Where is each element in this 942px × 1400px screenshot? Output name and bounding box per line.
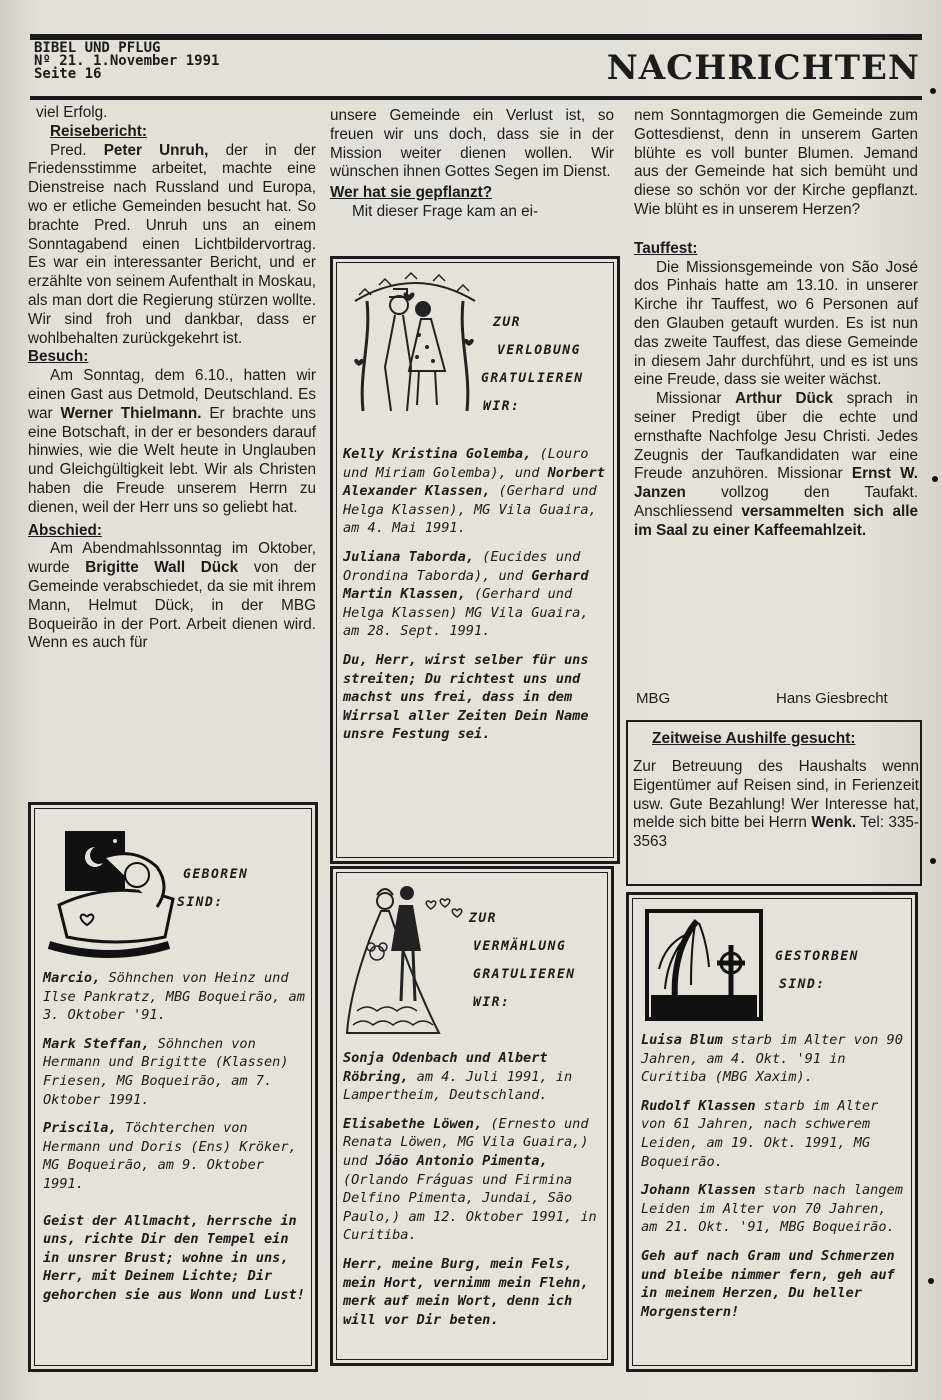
vermaehlung-couple-2: Elisabethe Löwen, (Ernesto und Renata Löwen, MG Vila Guaira,) und Jóão Antonio Pimenta, (Orlando Fráguas und Firmina Delfino Pimenta, Jundai, São Paulo,) am 12. Oktober 1991, in Curitiba. [343,1115,597,1244]
gestorben-box [626,892,918,1372]
gestorben-verse: Geh auf nach Gram und Schmerzen und bleibe nimmer fern, geh auf in meinem Herzen, Du heller Morgenstern! [641,1247,895,1320]
binder-hole [930,858,936,864]
verlobung-text [343,445,607,754]
geboren-text [43,969,307,1315]
abschied-paragraph: Am Abendmahlssonntag im Oktober, wurde Brigitte Wall Dück von der Gemeinde verabschiedet, da sie mit ihrem Mann, Helmut Dück, in der MBG Boqueirão in der Port. Arbeit dienen wird. Wenn es auch für [28,540,317,652]
missionar-paragraph: Missionar Arthur Dück sprach in seiner Predigt über die echte und ernsthafte Nachfolge Jesu Christi. Jedes Zeugnis der Taufkandidaten war eine Freude anzuhören. Missionar Ernst W. Janzen vollzog den Taufakt. Anschliessend versammelten sich alle im Saal zu einer Kaffeemahlzeit. [634,390,919,539]
col3-continuation: nem Sonntagmorgen die Gemeinde zum Gottesdienst, denn in unserem Garten blühte es voll bunter Blumen. Jemand aus der Gemeinde hat sich bemüht und diese so schön vor der Kirche gepflanzt. Wie blüht es in unserem Herzen? [634,107,918,218]
geboren-entry-2: Mark Steffan, Söhnchen von Hermann und Brigitte (Klassen) Friesen, MG Boqueirão, am 7. Oktober 1991. [43,1035,289,1108]
frage-text: Mit dieser Frage kam an ei- [352,202,539,220]
vermaehlung-header: ZUR VERMÄHLUNG GRATULIEREN WIR: [469,911,576,1010]
gestorben-header: GESTORBEN SIND: [775,949,859,992]
binder-hole [928,1278,934,1284]
geboren-entry-3: Priscila, Töchterchen von Hermann und Doris (Ens) Kröker, MG Boqueirão, am 9. Oktober 1991. [43,1120,297,1192]
col2-continuation: unsere Gemeinde ein Verlust ist, so freuen wir uns doch, dass sie in der Mission weiter dienen wollen. Wir wünschen ihnen Gottes Segen im Dienst. [330,107,614,181]
gestorben-text [641,1031,909,1331]
vermaehlung-couple-1: Sonja Odenbach und Albert Röbring, am 4. Juli 1991, in Lampertheim, Deutschland. [343,1050,573,1104]
gestorben-entry-3: Johann Klassen starb nach langem Leiden im Alter von 70 Jahren, am 21. Okt. '91, MBG Boqueirão. [641,1182,903,1236]
vermaehlung-box [330,866,614,1366]
frage-heading: Wer hat sie gepflanzt? [330,184,493,202]
issue-date: Nº 21. 1.November 1991 [34,53,220,69]
publication-name: BIBEL UND PFLUG [34,40,161,56]
gestorben-entry-1: Luisa Blum starb im Alter von 90 Jahren, am 4. Okt. '91 in Curitiba (MBG Xaxim). [641,1032,903,1086]
verlobung-couple-2: Juliana Taborda, (Eucides und Orondina Taborda), und Gerhard Martin Klassen, (Gerhard und Helga Klassen) MG Vila Guaira, am 28. Sept. 1991. [343,548,589,640]
vermaehlung-text [343,1049,605,1339]
column-2 [330,107,614,222]
masthead [34,42,219,81]
ad-box [626,720,922,886]
tauf-paragraph: Die Missionsgemeinde von São José dos Pinhais hatte am 13.10. in unserer Kirche ihr Tauffest, wo 6 Personen auf den Glauben getauft wurden. Es ist nun das zweite Tauffest, das diese Gemeinde in diesem Jahr durchführt, und es ist uns eine Freude, dass sie weiter wächst. [634,258,918,389]
geboren-header: GEBOREN SIND: [177,867,249,910]
reise-heading: Reisebericht: [50,122,147,140]
verlobung-header: ZUR VERLOBUNG GRATULIEREN WIR: [481,315,584,414]
intro-end: viel Erfolg. [36,104,108,121]
geboren-entry-1: Marcio, Söhnchen von Heinz und Ilse Pankratz, MBG Boqueirão, am 3. Oktober '91. [43,970,305,1024]
column-3 [634,107,918,541]
header-rule [30,96,922,100]
abschied-heading: Abschied: [28,521,102,539]
engaged-couple-illustration [349,271,481,419]
signature-author: Hans Giesbrecht [776,690,888,707]
top-rule [30,34,922,40]
signature-mbg: MBG [636,690,671,707]
ad-text: Zur Betreuung des Haushalts wenn Eigentümer auf Reisen sind, in Ferienzeit usw. Gute Bezahlung! Wer Interesse hat, melde sich bitte bei Herrn Wenk. Tel: 335-3563 [633,758,919,851]
geboren-box [28,802,318,1372]
ad-heading: Zeitweise Aushilfe gesucht: [652,730,856,747]
hearts-icon [423,895,467,925]
besuch-heading: Besuch: [28,348,89,366]
besuch-paragraph: Am Sonntag, dem 6.10., hatten wir einen Gast aus Detmold, Deutschland. Es war Werner Thielmann. Er brachte uns eine Botschaft, in der er besonders darauf hinwies, wie die Welt heute in Unglauben und Gleichgültigkeit lebt. Wir als Christen haben die Freude unserem Herrn zu dienen, weil der Herr uns so geliebt hat. [28,367,317,516]
page-number: Seite 16 [34,66,102,82]
column-1 [28,104,316,653]
verlobung-box [330,256,620,864]
gestorben-entry-2: Rudolf Klassen starb im Alter von 61 Jahren, nach schwerem Leiden, am 19. Okt. 1991, MG Boqueirão. [641,1097,879,1170]
vermaehlung-verse: Herr, meine Burg, mein Fels, mein Hort, vernimm mein Flehn, merk auf mein Wort, denn ich will vor Dir beten. [343,1255,589,1328]
geboren-verse: Geist der Allmacht, herrsche in uns, richte Dir den Tempel ein in unsrer Brust; wohne in uns, Herr, mit Deinem Lichte; Dir gehorchen sie aus Wonn und Lust! [43,1212,305,1303]
cradle-baby-illustration [45,819,185,959]
verlobung-couple-1: Kelly Kristina Golemba, (Louro und Miriam Golemba), und Norbert Alexander Klassen, (Gerhard und Helga Klassen), MG Vila Guaira, am 4. Mai 1991. [343,446,605,537]
tauf-heading: Tauffest: [634,239,698,257]
binder-hole [930,88,936,94]
verlobung-verse: Du, Herr, wirst selber für uns streiten; Du richtest uns und machst uns frei, dass in dem Wirrsal aller Zeiten Dein Name unsre Festung sei. [343,651,589,743]
reise-paragraph: Pred. Peter Unruh, der in der Friedensstimme arbeitet, machte eine Dienstreise nach Russland und Europa, wo er etliche Gemeinden besucht hat. So brachte Pred. Unruh uns an einem Sonntagabend einen Lichtbildervortrag. Es war ein interessanter Bericht, und er erzählte von seinem Aufenthalt in Moskau, als man dort die Regierung stürzen wollte. Wir sind froh und dankbar, dass er wohlbehalten zurückgekehrt ist. [28,141,317,347]
tree-cross-illustration [645,909,763,1021]
binder-hole [932,476,938,482]
section-title: NACHRICHTEN [606,48,920,88]
